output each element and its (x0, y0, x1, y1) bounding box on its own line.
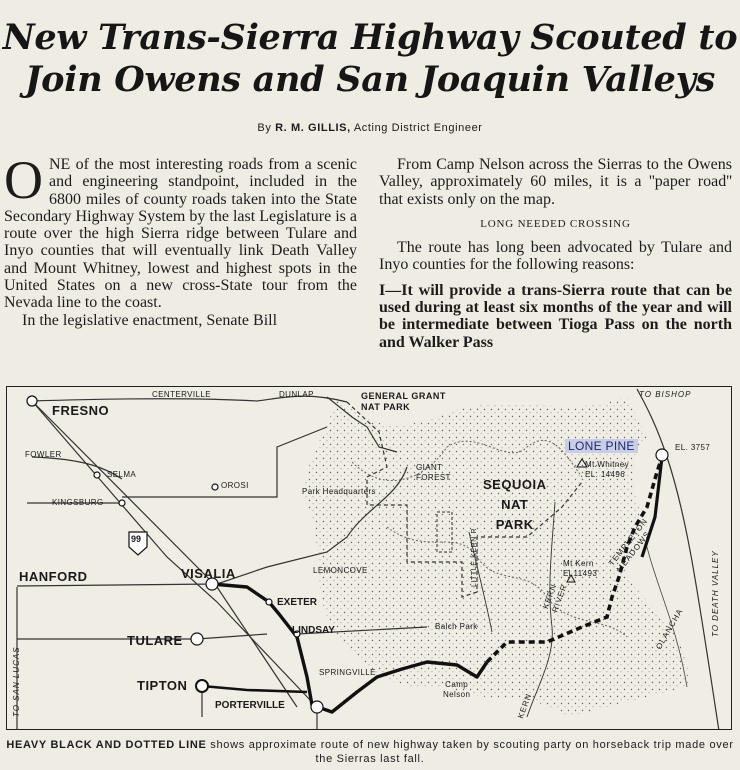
paragraph-1-body: of the most interesting roads from a scenic and engineering standpoint, included in the 6800 miles of county roads taken into the State Secondary Highway System by the last Legislature is a route over the high Sierra ridge between Tulare and Inyo counties that will eventually link Death Valley and Mount Whitney, lowest and highest spots in the United States on a new cross-State tour from the Nevada line to the coast. (4, 156, 357, 312)
label-lindsay: LINDSAY (292, 625, 335, 636)
route-map (6, 386, 732, 730)
column-left (4, 150, 357, 329)
label-lone-pine: LONE PINE (565, 439, 638, 453)
label-olancha: OLANCHA (654, 606, 685, 651)
marker-tipton (196, 680, 208, 692)
label-to-bishop: TO BISHOP (639, 390, 692, 399)
label-orosi: OROSI (221, 481, 249, 490)
drop-cap: O (4, 150, 43, 210)
paragraph-1 (4, 150, 357, 312)
marker-kingsburg (119, 500, 125, 506)
subhead: LONG NEEDED CROSSING (480, 217, 631, 230)
label-sequoia-park: SEQUOIA NAT PARK (483, 477, 547, 532)
map-caption (0, 738, 740, 766)
label-el-3757: EL. 3757 (675, 443, 711, 452)
label-visalia: VISALIA (181, 566, 236, 581)
paragraph-4: The route has long been advocated by Tulare and Inyo counties for the following reasons: (379, 239, 732, 274)
label-springville: SPRINGVILLE (319, 668, 376, 677)
label-lemoncove: LEMONCOVE (313, 566, 368, 575)
label-to-death-valley: TO DEATH VALLEY (711, 550, 720, 637)
label-hanford: HANFORD (19, 569, 88, 584)
headline-line-1: New Trans-Sierra Highway Scouted to (2, 17, 738, 58)
label-mt-kern: Mt Kern El.11493' (563, 559, 600, 578)
label-mt-whitney: Mt.Whitney EL. 14496 (585, 460, 630, 479)
road-bishop-north (637, 389, 667, 457)
marker-orosi (212, 484, 218, 490)
author-role: Acting District Engineer (353, 122, 483, 134)
label-kern-river: KERN RIVER (541, 582, 569, 614)
marker-lone-pine (656, 449, 668, 461)
marker-porterville (311, 701, 323, 713)
label-tipton: TIPTON (137, 678, 188, 693)
label-kern: KERN (516, 692, 534, 720)
paragraph-1-lead: NE (49, 156, 71, 173)
marker-exeter (266, 599, 272, 605)
marker-tulare (191, 633, 203, 645)
paragraph-2: In the legislative enactment, Senate Bill (22, 311, 278, 329)
road-highway-99 (32, 401, 312, 702)
label-fowler: FOWLER (25, 450, 62, 459)
byline (0, 122, 740, 134)
route-solid-tipton (202, 686, 307, 692)
marker-fresno (27, 396, 37, 406)
paragraph-3: From Camp Nelson across the Sierras to the Owens Valley, approximately 60 miles, it is a ''paper road'' that exists only on the map. (379, 156, 732, 208)
label-fresno: FRESNO (52, 403, 110, 418)
marker-selma (94, 472, 100, 478)
label-park-headquarters: Park Headquarters (302, 487, 376, 496)
column-right (379, 156, 732, 351)
headline-line-2: Join Owens and San Joaquin Valleys (24, 59, 716, 100)
label-little-kern: LITTLE KERN R (471, 527, 478, 587)
label-porterville: PORTERVILLE (215, 700, 285, 711)
label-giant-forest: GIANT FOREST (416, 463, 451, 482)
reason-1: I—It will provide a trans-Sierra route that can be used during at least six months of the year and will be intermediate between Tioga Pass on the north and Walker Pass (379, 281, 732, 351)
label-balch-park: Balch Park (435, 622, 478, 631)
byline-prefix: By (257, 122, 272, 134)
label-kingsburg: KINGSBURG (52, 498, 104, 507)
label-tulare: TULARE (127, 633, 183, 648)
author-name: R. M. GILLIS, (275, 122, 351, 134)
label-centerville: CENTERVILLE (152, 390, 211, 399)
label-dunlap: DUNLAP (279, 390, 314, 399)
label-templeton-meadows: TEMPLETON MEADOWS (607, 516, 653, 574)
label-camp-nelson: Camp Nelson (443, 680, 471, 699)
label-selma: SELMA (107, 470, 137, 479)
caption-rest: shows approximate route of new highway taken by scouting party on horseback trip made over the Sierras last fall. (206, 739, 734, 765)
label-route-99: 99 (131, 534, 142, 544)
label-to-san-lucas: TO SAN LUCAS (12, 646, 21, 717)
label-grant-park: GENERAL GRANT NAT PARK (361, 391, 446, 412)
label-exeter: EXETER (277, 597, 318, 608)
caption-strong: HEAVY BLACK AND DOTTED LINE (6, 739, 207, 751)
